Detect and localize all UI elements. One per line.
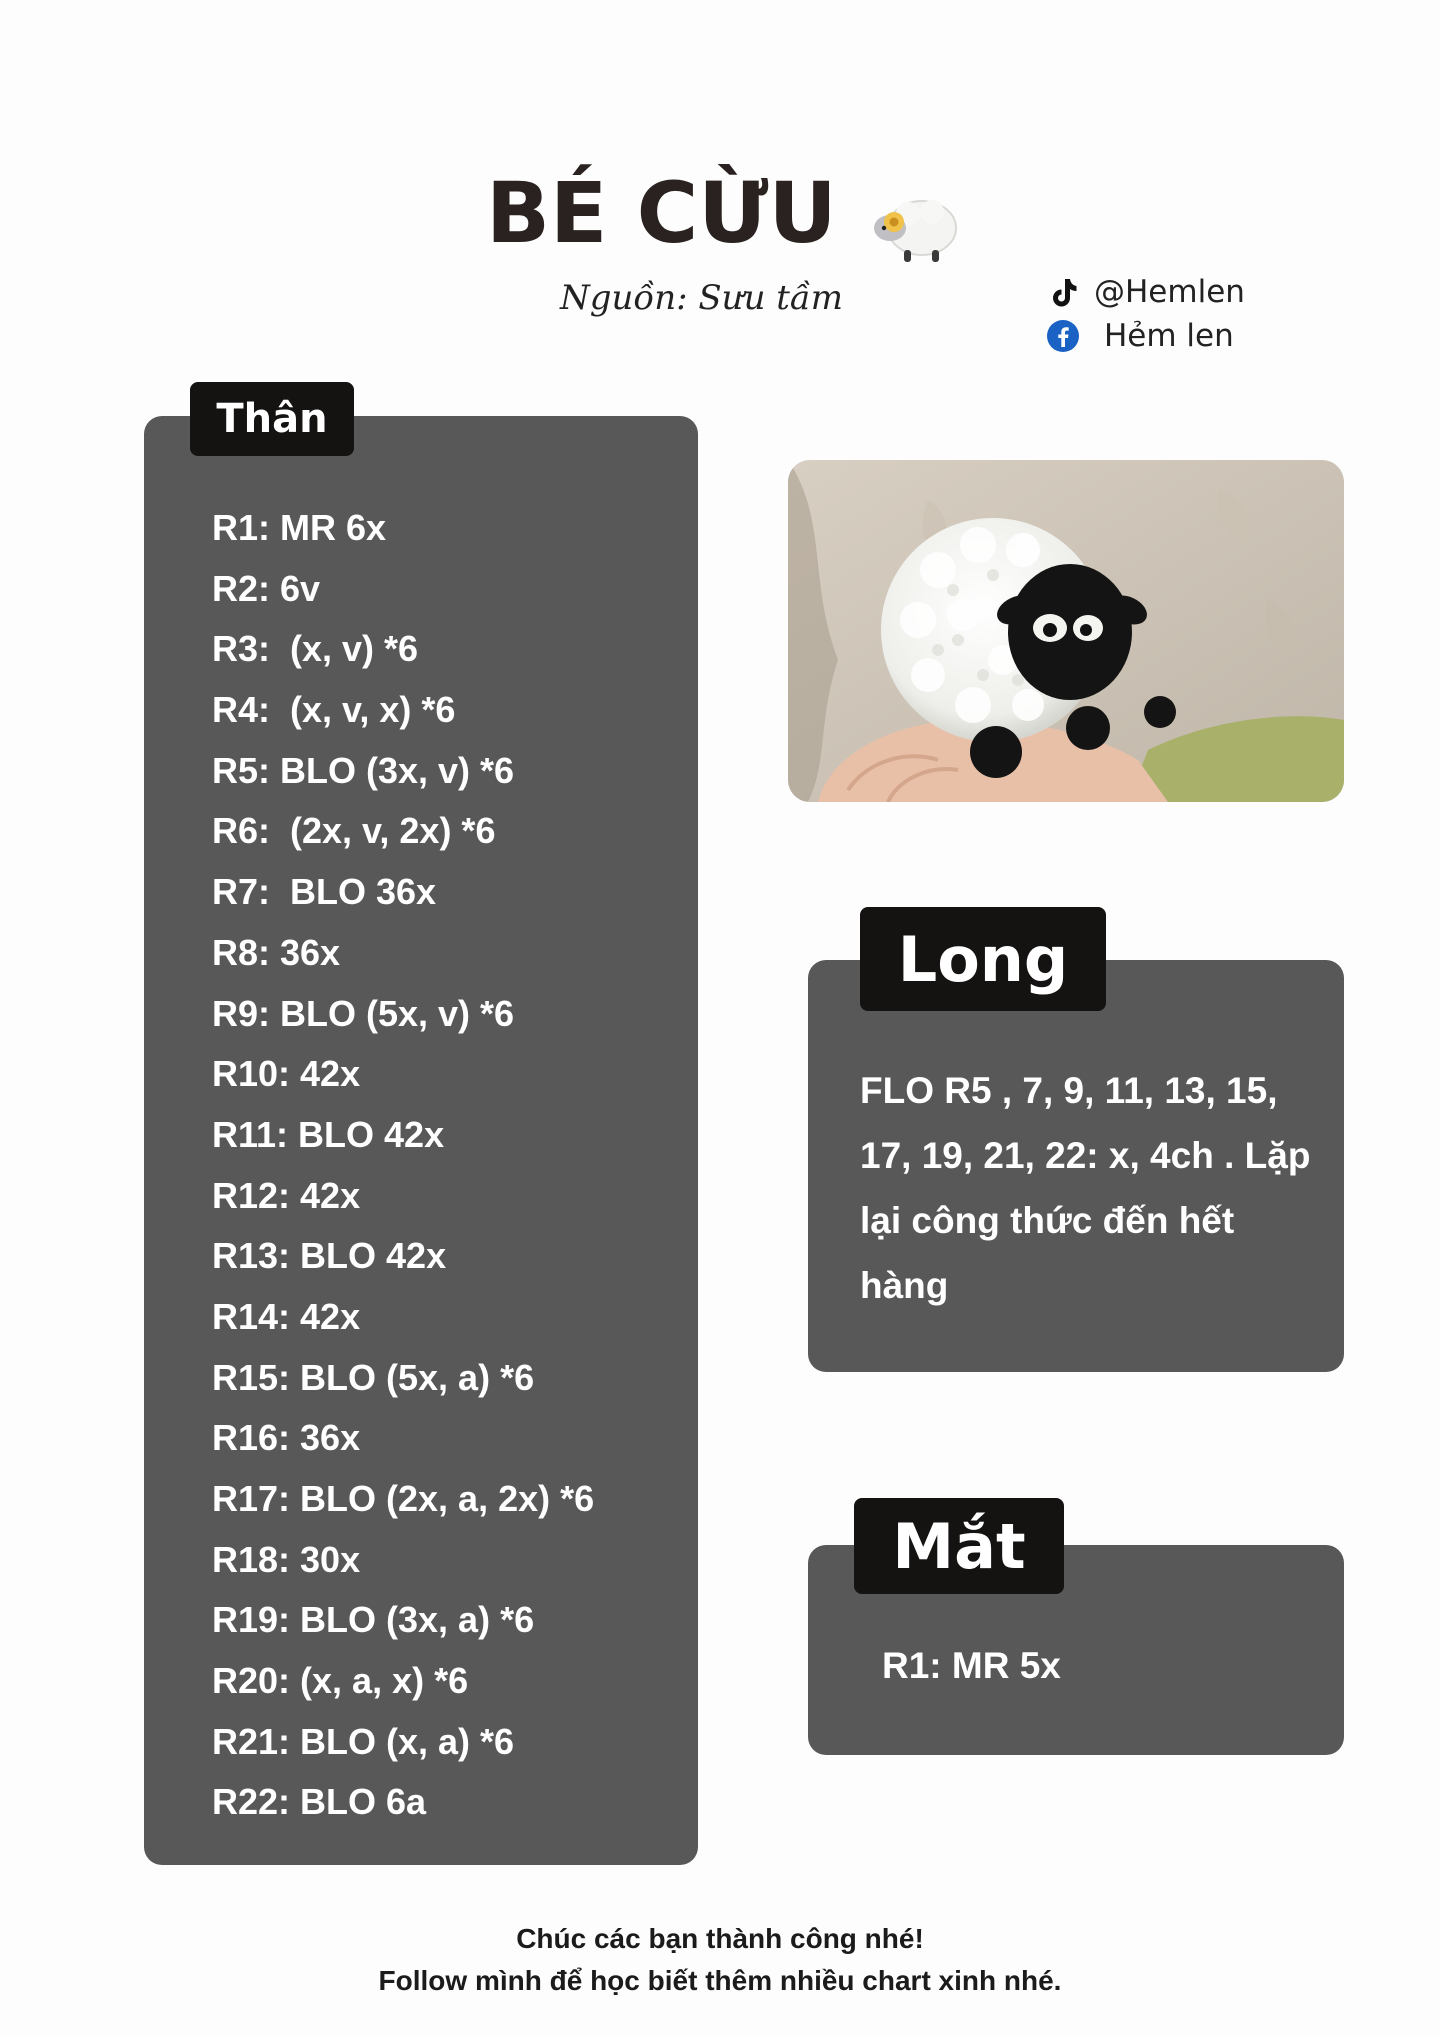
than-row: R6: (2x, v, 2x) *6: [212, 810, 496, 852]
than-row: R10: 42x: [212, 1053, 361, 1095]
than-row: R16: 36x: [212, 1417, 361, 1459]
than-row: R17: BLO (2x, a, 2x) *6: [212, 1478, 595, 1519]
mat-tag: Mắt: [854, 1498, 1064, 1594]
tiktok-icon: [1046, 275, 1080, 309]
than-row: R3: (x, v) *6: [212, 628, 419, 670]
than-row: R4: (x, v, x) *6: [212, 689, 456, 731]
than-row: R21: BLO (x, a) *6: [212, 1720, 515, 1762]
social-links: [1046, 270, 1245, 358]
footer: [0, 1918, 1440, 2002]
than-row: R7: BLO 36x: [212, 871, 437, 913]
facebook-icon: [1046, 319, 1080, 353]
footer-line-1: Chúc các bạn thành công nhé!: [516, 1923, 924, 1954]
long-instructions: FLO R5 , 7, 9, 11, 13, 15, 17, 19, 21, 22: x, 4ch . Lặp lại công thức đến hết hàng: [860, 1070, 1311, 1306]
than-row: R2: 6v: [212, 567, 321, 609]
source-credit: Nguồn: Sưu tầm: [560, 278, 844, 318]
than-row: R12: 42x: [212, 1174, 361, 1216]
than-row: R1: MR 6x: [212, 507, 387, 548]
than-row: R14: 42x: [212, 1295, 361, 1337]
than-tag: Thân: [190, 382, 354, 456]
long-panel: [808, 960, 1344, 1372]
than-rows-list: [212, 498, 594, 1833]
than-row: R19: BLO (3x, a) *6: [212, 1599, 535, 1641]
tiktok-link[interactable]: [1046, 270, 1245, 314]
than-row: R15: BLO (5x, a) *6: [212, 1356, 535, 1398]
sheep-icon: [870, 192, 960, 269]
than-row: R20: (x, a, x) *6: [212, 1660, 469, 1702]
than-panel: [144, 416, 698, 1865]
long-tag: Long: [860, 907, 1106, 1011]
mat-instructions: R1: MR 5x: [882, 1645, 1061, 1686]
sheep-photo: [788, 460, 1344, 802]
than-row: R8: 36x: [212, 931, 341, 973]
facebook-link[interactable]: [1046, 314, 1245, 358]
facebook-handle: Hẻm len: [1104, 318, 1234, 354]
than-row: R18: 30x: [212, 1538, 361, 1580]
tiktok-handle: @Hemlen: [1094, 274, 1245, 310]
page-title: BÉ CỪU: [486, 164, 837, 262]
footer-line-2: Follow mình để học biết thêm nhiều chart xinh nhé.: [378, 1965, 1062, 1996]
than-row: R5: BLO (3x, v) *6: [212, 749, 515, 791]
than-row: R13: BLO 42x: [212, 1235, 447, 1277]
than-row: R11: BLO 42x: [212, 1113, 445, 1155]
than-row: R9: BLO (5x, v) *6: [212, 992, 515, 1034]
than-row: R22: BLO 6a: [212, 1781, 427, 1823]
